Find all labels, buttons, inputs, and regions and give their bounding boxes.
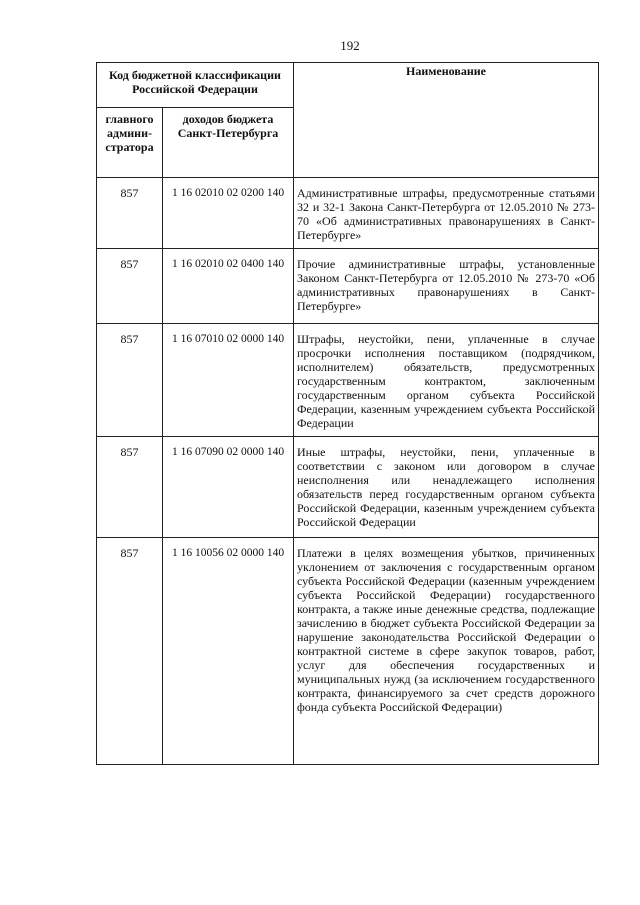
revenue-code-cell: 1 16 02010 02 0400 140 — [163, 249, 294, 324]
page-number: 192 — [340, 38, 360, 53]
header-chief-administrator: главного админи-стратора — [97, 108, 163, 178]
header-classification-group: Код бюджетной классификации Российской Федерации — [97, 63, 294, 108]
revenue-name-cell: Штрафы, неустойки, пени, уплаченные в случае просрочки исполнения поставщиком (подрядчиком, исполнителем) обязательств, предусмотренных государственным контрактом, заключенным государственным органом субъекта Российской Федерации, казенным учреждением субъекта Российской Федерации — [294, 324, 599, 437]
admin-code-cell: 857 — [97, 249, 163, 324]
revenue-name-cell: Прочие административные штрафы, установленные Законом Санкт-Петербурга от 12.05.2010 № 273-70 «Об административных правонарушениях в Санкт-Петербурге» — [294, 249, 599, 324]
table-row — [97, 178, 599, 249]
table-row — [97, 324, 599, 437]
table-row — [97, 249, 599, 324]
revenue-name-cell: Платежи в целях возмещения убытков, причиненных уклонением от заключения с государственным органом субъекта Российской Федерации (казенным учреждением субъекта Российской Федерации) государственного контракта, а также иные денежные средства, подлежащие зачислению в бюджет субъекта Российской Федерации за нарушение законодательства Российской Федерации о контрактной системе в сфере закупок товаров, работ, услуг для обеспечения государственных и муниципальных нужд (за исключением государственного контракта, финансируемого за счет средств дорожного фонда субъекта Российской Федерации) — [294, 538, 599, 765]
budget-classification-table — [96, 62, 599, 765]
admin-code-cell: 857 — [97, 437, 163, 538]
admin-code-cell: 857 — [97, 178, 163, 249]
header-name: Наименование — [294, 63, 599, 178]
revenue-code-cell: 1 16 02010 02 0200 140 — [163, 178, 294, 249]
admin-code-cell: 857 — [97, 538, 163, 765]
revenue-name-cell: Административные штрафы, предусмотренные статьями 32 и 32-1 Закона Санкт-Петербурга от 12.05.2010 № 273-70 «Об административных правонарушениях в Санкт-Петербурге» — [294, 178, 599, 249]
admin-code-cell: 857 — [97, 324, 163, 437]
revenue-code-cell: 1 16 07090 02 0000 140 — [163, 437, 294, 538]
header-revenue-code: доходов бюджета Санкт-Петербурга — [163, 108, 294, 178]
revenue-code-cell: 1 16 10056 02 0000 140 — [163, 538, 294, 765]
table-row — [97, 437, 599, 538]
table-row — [97, 538, 599, 765]
revenue-code-cell: 1 16 07010 02 0000 140 — [163, 324, 294, 437]
revenue-name-cell: Иные штрафы, неустойки, пени, уплаченные в соответствии с законом или договором в случае неисполнения или ненадлежащего исполнения обязательств перед государственным органом субъекта Российской Федерации, казенным учреждением субъекта Российской Федерации — [294, 437, 599, 538]
